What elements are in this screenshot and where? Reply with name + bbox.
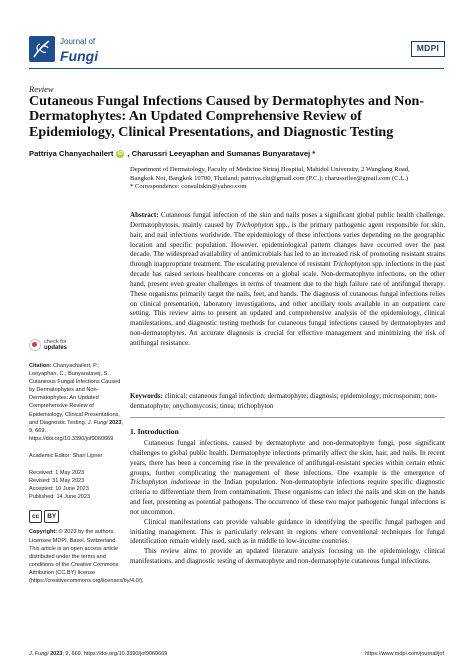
keywords-text: clinical; cutaneous fungal infection; dermatophyte; diagnosis; epidemiology; microsporum; non-dermatophyte; onychomycosis; tinea; trichophyton <box>130 392 438 410</box>
journal-name-title: Fungi <box>60 48 99 64</box>
orcid-icon[interactable]: iD <box>117 150 123 157</box>
citation-journal: J. Fungi <box>87 419 108 426</box>
intro-paragraph-2: Clinical manifestations can provide valuable guidance in identifying the specific fungal pathogen and initiating management. This is particularly relevant in regions where conventional techniques for fungal identification remain widely used, such as in middle to low-income countries. <box>130 517 445 546</box>
dates <box>29 469 124 501</box>
section-heading-introduction: 1. Introduction <box>130 427 179 436</box>
introduction-body <box>130 439 445 567</box>
abstract-genus-1: Trichophyton <box>235 220 274 229</box>
intro-text-1b: in the Indian population. Non-dermatophyte infections require specific diagnostic criteria to differentiate them from contamination. These organisms can infect the nails and skin on the hands and feet, presenting as potential pathogens. The occurrence of these two major pathogenic fungal infections is not uncommon. <box>130 478 445 516</box>
correspondence: * Correspondence: consultskin@yahoo.com <box>130 183 247 191</box>
fungi-logo-icon <box>29 36 55 62</box>
article-type: Review <box>29 84 54 94</box>
footer-year: 2023 <box>48 651 63 657</box>
footer-journal: J. Fungi <box>29 651 49 657</box>
affiliation <box>130 166 450 192</box>
intro-text-1a: Cutaneous fungal infections, caused by dermatophyte and non-dermatophyte fungi, pose significant challenges to global public health. Dermatophyte infections primarily affect the skin, hair, and nails. In recent years, there has been a concerning rise in the prevalence of antifungal-resistant species within certain ethnic groups, further complicating the management of these infections. One example is the emergence of <box>130 439 445 477</box>
keywords-label: Keywords: <box>130 392 163 400</box>
affiliation-line-2: Bangkok Noi, Bangkok 10700, Thailand; pattriya.cht@gmail.com (P.C.); charussrilee@gmail.com (C.L.) <box>130 174 409 182</box>
publisher-logo: MDPI <box>411 41 445 57</box>
cc-by-badge[interactable] <box>29 510 124 523</box>
academic-editor <box>29 452 124 460</box>
abstract-genus-2: Trichophyton <box>332 260 371 269</box>
by-icon: BY <box>44 510 59 523</box>
date-accepted: Accepted: 10 June 2023 <box>29 486 89 493</box>
editor-label: Academic Editor: <box>29 452 71 459</box>
check-updates-line-2: updates <box>44 345 68 352</box>
intro-paragraph-3: This review aims to provide an updated literature analysis focusing on the epidemiology, clinical manifestations, and diagnostic testing of dermatophyte and non-dermatophyte cutaneous fungal infections. <box>130 547 445 566</box>
date-revised: Revised: 31 May 2023 <box>29 478 85 485</box>
journal-logo <box>29 36 55 62</box>
keywords-rule <box>130 417 445 418</box>
affiliation-line-1: Department of Dermatology, Faculty of Medicine Siriraj Hospital, Mahidol University, 2 Wanglang Road, <box>130 166 410 173</box>
footer-citation <box>29 651 167 657</box>
citation-label: Citation: <box>29 363 52 369</box>
abstract-text-1: Cutaneous fungal infection of the skin and nails poses a significant global public health challenge. Dermatophytosis, mainly caused by <box>130 211 445 229</box>
journal-name <box>60 38 98 63</box>
abstract <box>130 211 445 349</box>
citation-doi[interactable]: , 9, 669. https://doi.org/10.3390/jof9060669 <box>29 419 123 442</box>
abstract-text-2: spp., is the primary pathogenic agent responsible for skin, hair, and nail infections worldwide. The epidemiology of these infections varies depending on the geographic location and specific population. However, epidemiological pattern changes have occurred over the past decade. The widespread availability of antimicrobials has led to an increased risk of promoting resistant strains through inappropriate treatment. The escalating prevalence of resistant <box>130 220 445 269</box>
journal-name-prefix: Journal of <box>60 37 96 46</box>
page-footer <box>29 651 444 657</box>
check-updates-line-1: check for <box>44 339 67 345</box>
sidebar <box>29 362 144 594</box>
footer-journal-url[interactable]: https://www.mdpi.com/journal/jof <box>365 651 444 657</box>
copyright-text: © 2023 by the authors. Licensee MDPI, Basel, Switzerland. This article is an open access article distributed under the terms and conditions of the Creative Commons Attribution (CC BY) license (https://creativecommons.org/licenses/by/4.0/). <box>29 529 144 584</box>
citation-text: Chanyachailert, P.; Leeyaphan, C.; Bunyaratavej, S. Cutaneous Fungal Infections Caused by Dermatophytes and Non-Dermatophytes: An Updated Comprehensive Review of Epidemiology, Clinical Presentations, and Diagnostic Testing. <box>29 363 121 426</box>
cc-icon: cc <box>29 510 42 523</box>
footer-doi[interactable]: , 9, 669. https://doi.org/10.3390/jof9060669 <box>62 651 168 657</box>
editor-name: Shari Lipner <box>70 452 103 459</box>
intro-paragraph-1 <box>130 439 445 518</box>
author-list <box>29 149 449 158</box>
author-rest: , Charussri Leeyaphan and Sumanas Bunyaratavej * <box>127 149 316 158</box>
copyright <box>29 528 144 585</box>
keywords <box>130 392 445 412</box>
author-first: Pattriya Chanyachailert <box>29 149 114 158</box>
header-rule <box>29 68 444 69</box>
article-title: Cutaneous Fungal Infections Caused by Dermatophytes and Non-Dermatophytes: An Updated Comprehensive Review of Epidemiology, Clinical Presentations, and Diagnostic Testing <box>29 93 425 140</box>
citation-year: 2023 <box>107 419 122 426</box>
check-for-updates-button[interactable] <box>29 339 67 351</box>
abstract-text-3: spp. infections in the past decade has raised serious healthcare concerns on a global scale. Non-dermatophyte infections, on the other hand, present even greater challenges in terms of treatment due to the high failure rate of antifungal therapy. These organisms primarily target the nails, feet, and hands. The diagnosis of cutaneous fungal infections relies on clinical presentation, laboratory investigations, and other ancillary tools available in an outpatient care setting. This review aims to present an updated and comprehensive analysis of the epidemiology, clinical manifestations, and diagnostic testing methods for cutaneous fungal infections caused by dermatophytes and non-dermatophytes. An accurate diagnosis is crucial for effective management and minimizing the risk of antifungal resistance. <box>130 260 446 347</box>
intro-species: Trichophyton indotineae <box>130 478 201 487</box>
abstract-label: Abstract: <box>130 211 159 219</box>
date-received: Received: 1 May 2023 <box>29 470 85 477</box>
date-published: Published: 14 June 2023 <box>29 494 91 501</box>
copyright-label: Copyright: <box>29 529 58 536</box>
check-updates-icon <box>29 339 41 351</box>
citation <box>29 362 124 443</box>
